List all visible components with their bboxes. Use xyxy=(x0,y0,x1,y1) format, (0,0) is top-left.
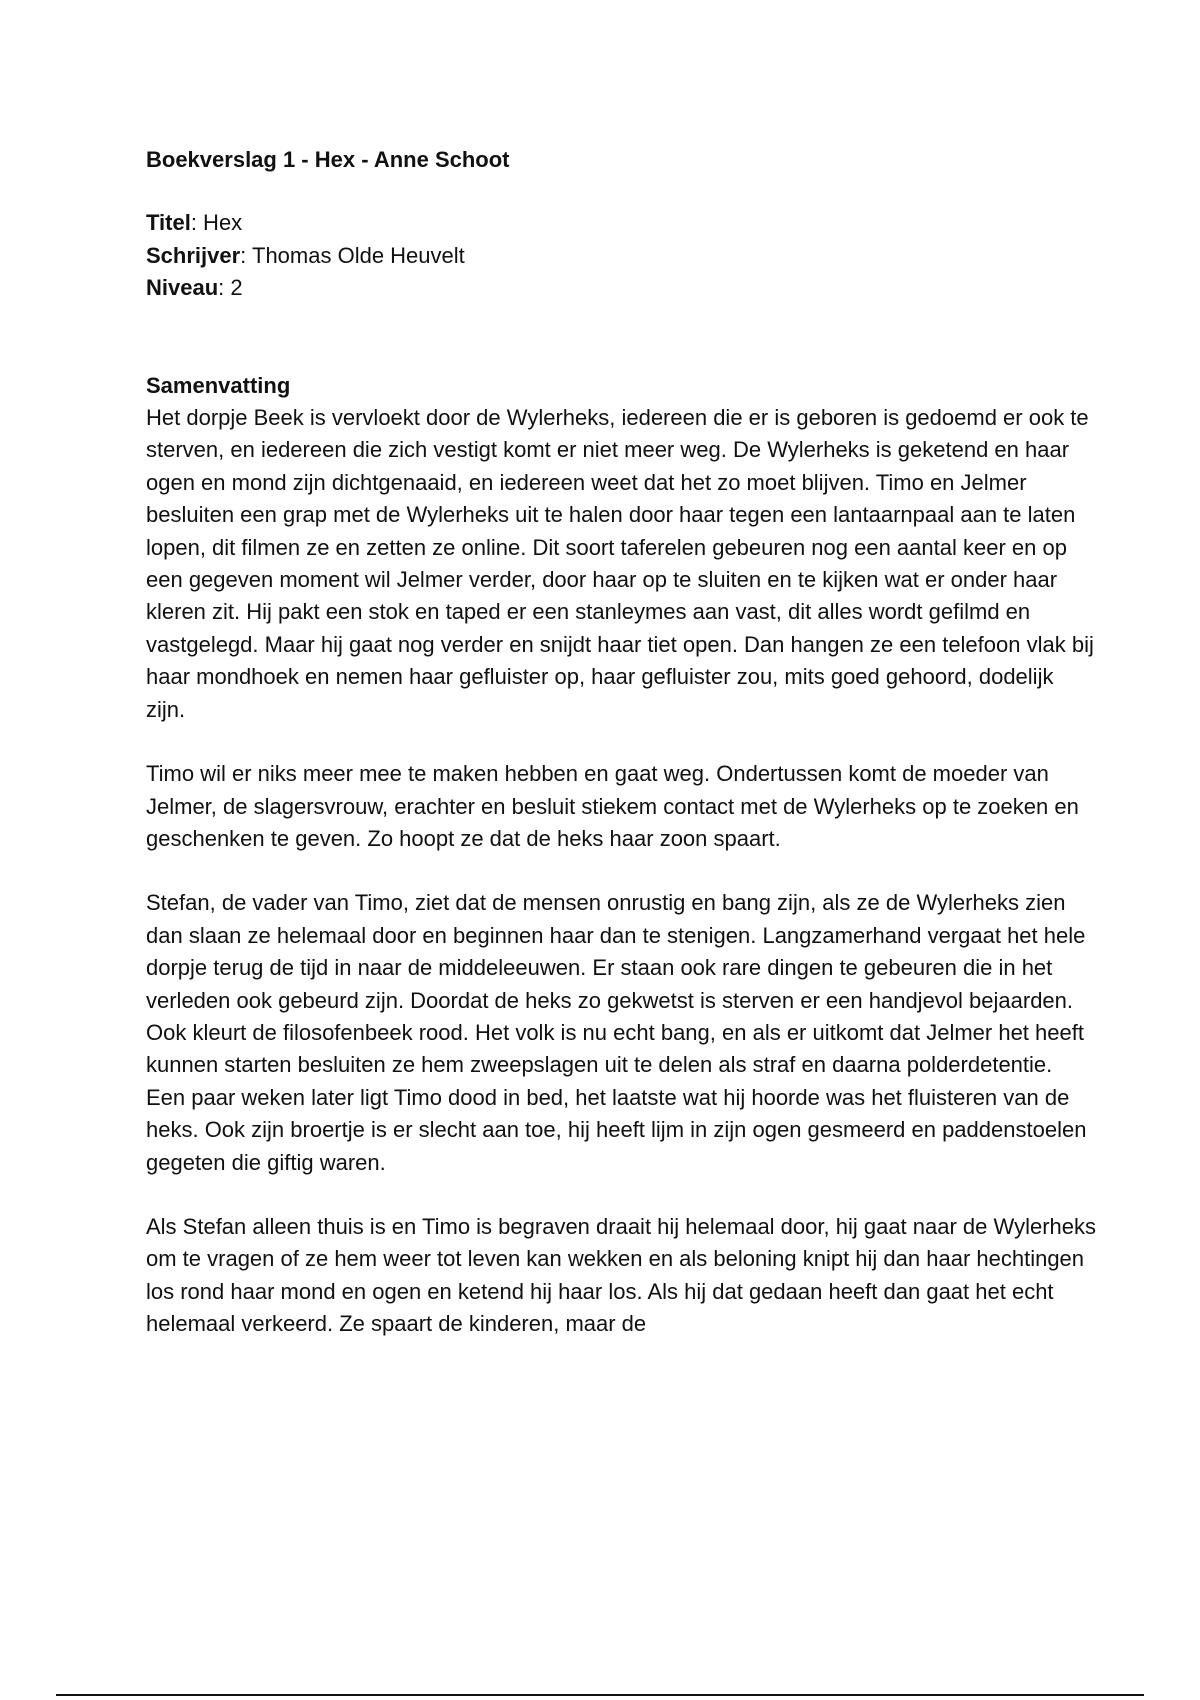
meta-title-key: Titel xyxy=(146,210,191,236)
meta-title-line xyxy=(146,207,1096,239)
meta-level-value: : 2 xyxy=(218,275,243,301)
document-title: Boekverslag 1 - Hex - Anne Schoot xyxy=(146,147,510,172)
metadata-block xyxy=(146,207,1096,304)
meta-author-key: Schrijver xyxy=(146,242,241,268)
document-page xyxy=(146,144,1096,1341)
summary-paragraph-2: Timo wil er niks meer mee te maken hebben en gaat weg. Ondertussen komt de moeder van Jelmer, de slagersvrouw, erachter en besluit stiekem contact met de Wylerheks op te zoeken en geschenken te geven. Zo hoopt ze dat de heks haar zoon spaart. xyxy=(146,761,1079,851)
summary-heading: Samenvatting xyxy=(146,372,291,398)
meta-author-value: : Thomas Olde Heuvelt xyxy=(240,242,465,268)
meta-author-line xyxy=(146,240,1096,272)
summary-body xyxy=(146,402,1096,1341)
summary-paragraph-4: Als Stefan alleen thuis is en Timo is begraven draait hij helemaal door, hij gaat naar de Wylerheks om te vragen of ze hem weer tot leven kan wekken en als beloning knipt hij dan haar hechtingen los rond haar mond en ogen en ketend hij haar los. Als hij dat gedaan heeft dan gaat het echt helemaal verkeerd. Ze spaart de kinderen, maar de xyxy=(146,1213,1096,1337)
summary-paragraph-3: Stefan, de vader van Timo, ziet dat de mensen onrustig en bang zijn, als ze de Wylerheks zien dan slaan ze helemaal door en beginnen haar dan te stenigen. Langzamerhand vergaat het hele dorpje terug de tijd in naar de middeleeuwen. Er staan ook rare dingen te gebeuren die in het verleden ook gebeurd zijn. Doordat de heks zo gekwetst is sterven er een handjevol bejaarden. Ook kleurt de filosofenbeek rood. Het volk is nu echt bang, en als er uitkomt dat Jelmer het heeft kunnen starten besluiten ze hem zweepslagen uit te delen als straf en daarna polderdetentie. Een paar weken later ligt Timo dood in bed, het laatste wat hij hoorde was het fluisteren van de heks. Ook zijn broertje is er slecht aan toe, hij heeft lijm in zijn ogen gesmeerd en paddenstoelen gegeten die giftig waren. xyxy=(146,890,1087,1175)
meta-level-key: Niveau xyxy=(146,275,219,301)
summary-paragraph-1: Het dorpje Beek is vervloekt door de Wylerheks, iedereen die er is geboren is gedoemd er ook te sterven, en iedereen die zich vestigt komt er niet meer weg. De Wylerheks is geketend en haar ogen en mond zijn dichtgenaaid, en iedereen weet dat het zo moet blijven. Timo en Jelmer besluiten een grap met de Wylerheks uit te halen door haar tegen een lantaarnpaal aan te laten lopen, dit filmen ze en zetten ze online. Dit soort taferelen gebeuren nog een aantal keer en op een gegeven moment wil Jelmer verder, door haar op te sluiten en te kijken wat er onder haar kleren zit. Hij pakt een stok en taped er een stanleymes aan vast, dit alles wordt gefilmd en vastgelegd. Maar hij gaat nog verder en snijdt haar tiet open. Dan hangen ze een telefoon vlak bij haar mondhoek en nemen haar gefluister op, haar gefluister zou, mits goed gehoord, dodelijk zijn. xyxy=(146,405,1094,722)
page-bottom-divider xyxy=(56,1694,1144,1696)
meta-level-line xyxy=(146,272,1096,304)
meta-title-value: : Hex xyxy=(190,210,243,236)
